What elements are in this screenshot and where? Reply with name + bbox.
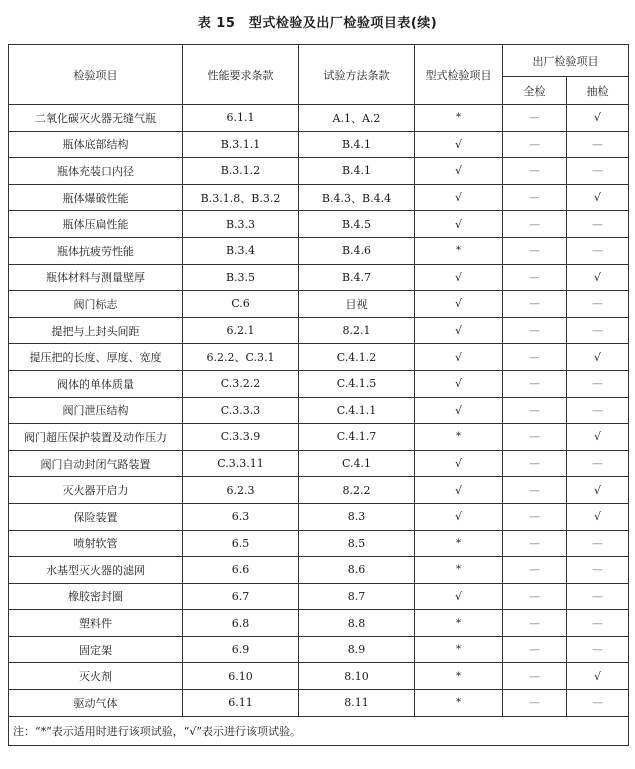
cell-requirement: 6.11 bbox=[183, 690, 299, 717]
table-row bbox=[9, 344, 629, 371]
cell-full-inspection: — bbox=[503, 503, 567, 530]
cell-type-test: √ bbox=[415, 184, 503, 211]
cell-sample-inspection: — bbox=[567, 370, 629, 397]
cell-type-test: √ bbox=[415, 370, 503, 397]
cell-test-method: A.1、A.2 bbox=[299, 105, 415, 132]
table-row bbox=[9, 184, 629, 211]
table-row bbox=[9, 530, 629, 557]
cell-item: 阀门超压保护装置及动作压力 bbox=[9, 424, 183, 451]
cell-sample-inspection: — bbox=[567, 636, 629, 663]
cell-full-inspection: — bbox=[503, 264, 567, 291]
table-row bbox=[9, 503, 629, 530]
cell-type-test: √ bbox=[415, 131, 503, 158]
cell-test-method: C.4.1.1 bbox=[299, 397, 415, 424]
cell-type-test: * bbox=[415, 663, 503, 690]
cell-sample-inspection: √ bbox=[567, 264, 629, 291]
cell-item: 水基型灭火器的滤网 bbox=[9, 557, 183, 584]
cell-sample-inspection: — bbox=[567, 291, 629, 318]
cell-full-inspection: — bbox=[503, 344, 567, 371]
table-row bbox=[9, 663, 629, 690]
cell-full-inspection: — bbox=[503, 317, 567, 344]
cell-test-method: C.4.1 bbox=[299, 450, 415, 477]
cell-full-inspection: — bbox=[503, 424, 567, 451]
cell-requirement: 6.3 bbox=[183, 503, 299, 530]
cell-sample-inspection: — bbox=[567, 317, 629, 344]
cell-test-method: 8.3 bbox=[299, 503, 415, 530]
inspection-table bbox=[8, 44, 629, 746]
cell-requirement: C.3.3.11 bbox=[183, 450, 299, 477]
cell-item: 灭火器开启力 bbox=[9, 477, 183, 504]
cell-type-test: √ bbox=[415, 344, 503, 371]
header-item: 检验项目 bbox=[9, 45, 183, 105]
cell-sample-inspection: √ bbox=[567, 477, 629, 504]
cell-requirement: B.3.1.8、B.3.2 bbox=[183, 184, 299, 211]
cell-type-test: √ bbox=[415, 583, 503, 610]
cell-sample-inspection: — bbox=[567, 530, 629, 557]
cell-sample-inspection: — bbox=[567, 131, 629, 158]
cell-item: 瓶体充装口内径 bbox=[9, 158, 183, 185]
cell-requirement: C.3.2.2 bbox=[183, 370, 299, 397]
cell-test-method: 8.6 bbox=[299, 557, 415, 584]
cell-full-inspection: — bbox=[503, 291, 567, 318]
cell-type-test: * bbox=[415, 690, 503, 717]
cell-type-test: * bbox=[415, 557, 503, 584]
header-factory-test: 出厂检验项目 bbox=[503, 45, 629, 77]
cell-full-inspection: — bbox=[503, 557, 567, 584]
cell-full-inspection: — bbox=[503, 131, 567, 158]
header-type-test: 型式检验项目 bbox=[415, 45, 503, 105]
header-full-inspection: 全检 bbox=[503, 77, 567, 105]
cell-item: 瓶体材料与测量壁厚 bbox=[9, 264, 183, 291]
cell-full-inspection: — bbox=[503, 636, 567, 663]
cell-type-test: √ bbox=[415, 503, 503, 530]
cell-full-inspection: — bbox=[503, 663, 567, 690]
cell-item: 瓶体抗疲劳性能 bbox=[9, 237, 183, 264]
cell-type-test: √ bbox=[415, 450, 503, 477]
cell-sample-inspection: — bbox=[567, 557, 629, 584]
cell-test-method: 8.2.2 bbox=[299, 477, 415, 504]
cell-requirement: B.3.1.2 bbox=[183, 158, 299, 185]
cell-full-inspection: — bbox=[503, 690, 567, 717]
cell-test-method: 8.8 bbox=[299, 610, 415, 637]
cell-type-test: √ bbox=[415, 211, 503, 238]
cell-requirement: 6.8 bbox=[183, 610, 299, 637]
header-test-method: 试验方法条款 bbox=[299, 45, 415, 105]
cell-item: 塑料件 bbox=[9, 610, 183, 637]
cell-test-method: C.4.1.2 bbox=[299, 344, 415, 371]
cell-type-test: * bbox=[415, 636, 503, 663]
cell-type-test: * bbox=[415, 530, 503, 557]
cell-item: 瓶体压扁性能 bbox=[9, 211, 183, 238]
cell-full-inspection: — bbox=[503, 610, 567, 637]
cell-sample-inspection: — bbox=[567, 158, 629, 185]
cell-test-method: 8.7 bbox=[299, 583, 415, 610]
table-row bbox=[9, 291, 629, 318]
table-note: 注：“*”表示适用时进行该项试验，“√”表示进行该项试验。 bbox=[9, 716, 629, 745]
cell-item: 阀门自动封闭气路装置 bbox=[9, 450, 183, 477]
cell-type-test: √ bbox=[415, 291, 503, 318]
cell-sample-inspection: √ bbox=[567, 184, 629, 211]
table-row bbox=[9, 370, 629, 397]
cell-test-method: B.4.1 bbox=[299, 158, 415, 185]
cell-test-method: B.4.3、B.4.4 bbox=[299, 184, 415, 211]
cell-sample-inspection: √ bbox=[567, 663, 629, 690]
cell-full-inspection: — bbox=[503, 105, 567, 132]
table-row bbox=[9, 158, 629, 185]
cell-test-method: 8.10 bbox=[299, 663, 415, 690]
cell-requirement: B.3.4 bbox=[183, 237, 299, 264]
cell-requirement: C.6 bbox=[183, 291, 299, 318]
cell-full-inspection: — bbox=[503, 158, 567, 185]
cell-item: 固定架 bbox=[9, 636, 183, 663]
cell-requirement: B.3.3 bbox=[183, 211, 299, 238]
table-body bbox=[9, 105, 629, 746]
cell-full-inspection: — bbox=[503, 370, 567, 397]
cell-item: 阀门泄压结构 bbox=[9, 397, 183, 424]
cell-item: 二氧化碳灭火器无缝气瓶 bbox=[9, 105, 183, 132]
cell-type-test: √ bbox=[415, 397, 503, 424]
cell-item: 阀门标志 bbox=[9, 291, 183, 318]
table-row bbox=[9, 450, 629, 477]
table-row bbox=[9, 317, 629, 344]
cell-requirement: 6.2.3 bbox=[183, 477, 299, 504]
cell-type-test: √ bbox=[415, 477, 503, 504]
cell-type-test: * bbox=[415, 105, 503, 132]
cell-type-test: √ bbox=[415, 317, 503, 344]
cell-sample-inspection: √ bbox=[567, 503, 629, 530]
cell-item: 保险装置 bbox=[9, 503, 183, 530]
cell-type-test: √ bbox=[415, 264, 503, 291]
cell-full-inspection: — bbox=[503, 450, 567, 477]
cell-sample-inspection: — bbox=[567, 610, 629, 637]
table-row bbox=[9, 636, 629, 663]
table-row bbox=[9, 237, 629, 264]
table-row bbox=[9, 610, 629, 637]
cell-test-method: B.4.5 bbox=[299, 211, 415, 238]
cell-type-test: * bbox=[415, 610, 503, 637]
table-row bbox=[9, 131, 629, 158]
cell-full-inspection: — bbox=[503, 477, 567, 504]
cell-sample-inspection: — bbox=[567, 237, 629, 264]
cell-requirement: 6.5 bbox=[183, 530, 299, 557]
table-row bbox=[9, 690, 629, 717]
cell-requirement: 6.7 bbox=[183, 583, 299, 610]
table-row bbox=[9, 211, 629, 238]
cell-type-test: * bbox=[415, 424, 503, 451]
cell-test-method: C.4.1.7 bbox=[299, 424, 415, 451]
cell-type-test: √ bbox=[415, 158, 503, 185]
cell-sample-inspection: √ bbox=[567, 344, 629, 371]
cell-requirement: 6.10 bbox=[183, 663, 299, 690]
cell-item: 瓶体爆破性能 bbox=[9, 184, 183, 211]
cell-requirement: B.3.1.1 bbox=[183, 131, 299, 158]
cell-test-method: 8.2.1 bbox=[299, 317, 415, 344]
cell-sample-inspection: — bbox=[567, 397, 629, 424]
cell-sample-inspection: √ bbox=[567, 424, 629, 451]
cell-item: 瓶体底部结构 bbox=[9, 131, 183, 158]
cell-sample-inspection: — bbox=[567, 211, 629, 238]
cell-type-test: * bbox=[415, 237, 503, 264]
cell-requirement: 6.2.1 bbox=[183, 317, 299, 344]
cell-full-inspection: — bbox=[503, 237, 567, 264]
cell-test-method: C.4.1.5 bbox=[299, 370, 415, 397]
table-note-row bbox=[9, 716, 629, 745]
cell-test-method: 8.11 bbox=[299, 690, 415, 717]
table-row bbox=[9, 583, 629, 610]
cell-test-method: B.4.1 bbox=[299, 131, 415, 158]
cell-item: 提压把的长度、厚度、宽度 bbox=[9, 344, 183, 371]
table-row bbox=[9, 477, 629, 504]
cell-item: 橡胶密封圈 bbox=[9, 583, 183, 610]
cell-test-method: 8.5 bbox=[299, 530, 415, 557]
cell-requirement: 6.1.1 bbox=[183, 105, 299, 132]
cell-item: 阀体的单体质量 bbox=[9, 370, 183, 397]
table-row bbox=[9, 105, 629, 132]
cell-full-inspection: — bbox=[503, 530, 567, 557]
cell-requirement: 6.2.2、C.3.1 bbox=[183, 344, 299, 371]
cell-sample-inspection: — bbox=[567, 690, 629, 717]
cell-test-method: B.4.7 bbox=[299, 264, 415, 291]
cell-sample-inspection: — bbox=[567, 583, 629, 610]
table-row bbox=[9, 397, 629, 424]
header-sample-inspection: 抽检 bbox=[567, 77, 629, 105]
cell-requirement: C.3.3.3 bbox=[183, 397, 299, 424]
cell-test-method: 目视 bbox=[299, 291, 415, 318]
table-caption: 表 15 型式检验及出厂检验项目表(续) bbox=[197, 16, 438, 31]
cell-sample-inspection: — bbox=[567, 450, 629, 477]
cell-test-method: B.4.6 bbox=[299, 237, 415, 264]
cell-full-inspection: — bbox=[503, 211, 567, 238]
cell-full-inspection: — bbox=[503, 184, 567, 211]
table-row bbox=[9, 557, 629, 584]
header-requirement: 性能要求条款 bbox=[183, 45, 299, 105]
cell-full-inspection: — bbox=[503, 397, 567, 424]
table-row bbox=[9, 424, 629, 451]
table-row bbox=[9, 264, 629, 291]
cell-full-inspection: — bbox=[503, 583, 567, 610]
cell-requirement: B.3.5 bbox=[183, 264, 299, 291]
cell-requirement: C.3.3.9 bbox=[183, 424, 299, 451]
cell-test-method: 8.9 bbox=[299, 636, 415, 663]
cell-sample-inspection: √ bbox=[567, 105, 629, 132]
cell-item: 灭火剂 bbox=[9, 663, 183, 690]
cell-item: 提把与上封头间距 bbox=[9, 317, 183, 344]
cell-item: 喷射软管 bbox=[9, 530, 183, 557]
cell-requirement: 6.6 bbox=[183, 557, 299, 584]
cell-requirement: 6.9 bbox=[183, 636, 299, 663]
cell-item: 驱动气体 bbox=[9, 690, 183, 717]
